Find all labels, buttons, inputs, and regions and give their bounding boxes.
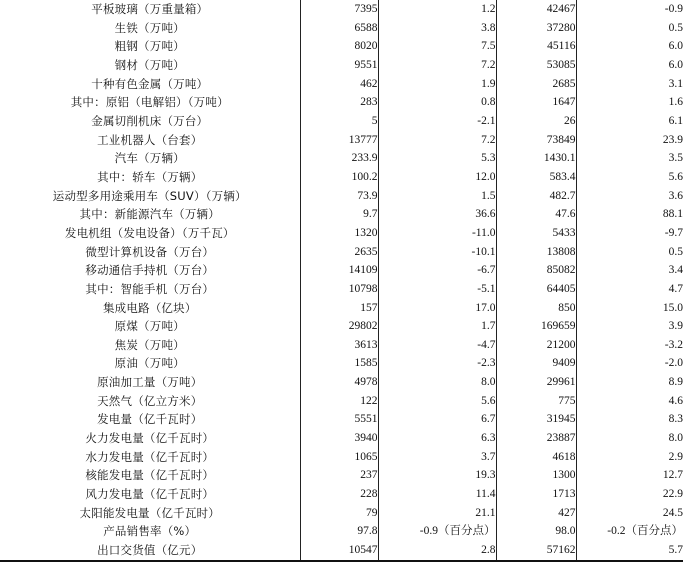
table-row [0, 336, 683, 355]
cumulative-growth: 6.1 [668, 114, 683, 127]
table-row [0, 205, 683, 224]
cumulative-output: 21200 [496, 336, 576, 355]
month-output: 283 [300, 93, 378, 112]
table-row [0, 392, 683, 411]
cumulative-output: 31945 [496, 410, 576, 429]
month-growth: -6.7 [378, 261, 496, 280]
table-row [0, 466, 683, 485]
month-output: 5551 [300, 410, 378, 429]
table-row [0, 504, 683, 523]
product-name: 出口交货值（亿元） [0, 541, 300, 561]
cumulative-growth: -9.7 [664, 226, 683, 239]
product-name: 风力发电量（亿千瓦时） [0, 485, 300, 504]
month-output: 237 [300, 466, 378, 485]
product-name: 运动型多用途乘用车（SUV）（万辆） [0, 187, 300, 206]
month-growth: 5.6 [378, 392, 496, 411]
month-growth: 21.1 [378, 504, 496, 523]
month-output: 97.8 [300, 522, 378, 541]
cumulative-output: 1713 [496, 485, 576, 504]
month-output: 6588 [300, 19, 378, 38]
month-output: 13777 [300, 131, 378, 150]
cumulative-output: 9409 [496, 354, 576, 373]
cumulative-output: 1300 [496, 466, 576, 485]
month-output: 1320 [300, 224, 378, 243]
product-name: 微型计算机设备（万台） [0, 243, 300, 262]
product-name: 发电机组（发电设备）（万千瓦） [0, 224, 300, 243]
cumulative-growth: 3.6 [668, 189, 683, 202]
month-growth: 36.6 [378, 205, 496, 224]
month-growth: -5.1 [378, 280, 496, 299]
table-row [0, 0, 683, 19]
month-output: 3613 [300, 336, 378, 355]
product-name: 核能发电量（亿千瓦时） [0, 466, 300, 485]
month-growth: 7.2 [378, 56, 496, 75]
cumulative-output: 47.6 [496, 205, 576, 224]
cumulative-output: 775 [496, 392, 576, 411]
cumulative-output: 482.7 [496, 187, 576, 206]
cumulative-growth: 1.6 [668, 96, 683, 109]
month-growth: 1.9 [378, 75, 496, 94]
product-name: 太阳能发电量（亿千瓦时） [0, 504, 300, 523]
product-name: 产品销售率（%） [0, 522, 300, 541]
month-output: 462 [300, 75, 378, 94]
cumulative-growth: 0.5 [668, 245, 683, 258]
month-growth: -11.0 [378, 224, 496, 243]
month-output: 1065 [300, 448, 378, 467]
product-name: 原油（万吨） [0, 354, 300, 373]
month-output: 8020 [300, 37, 378, 56]
product-name: 移动通信手持机（万台） [0, 261, 300, 280]
table-row [0, 37, 683, 56]
product-name: 水力发电量（亿千瓦时） [0, 448, 300, 467]
cumulative-output: 850 [496, 299, 576, 318]
month-growth: 5.3 [378, 149, 496, 168]
month-growth: 7.5 [378, 37, 496, 56]
table-row [0, 75, 683, 94]
cumulative-growth: 3.9 [668, 320, 683, 333]
month-growth: 2.8 [378, 541, 496, 561]
product-name: 汽车（万辆） [0, 149, 300, 168]
month-growth: 1.2 [378, 0, 496, 19]
product-name: 生铁（万吨） [0, 19, 300, 38]
product-name: 原油加工量（万吨） [0, 373, 300, 392]
product-name: 焦炭（万吨） [0, 336, 300, 355]
cumulative-output: 42467 [496, 0, 576, 19]
month-output: 9.7 [300, 205, 378, 224]
cumulative-growth: 88.1 [662, 208, 683, 221]
cumulative-growth: 3.5 [668, 152, 683, 165]
product-name: 钢材（万吨） [0, 56, 300, 75]
cumulative-output: 37280 [496, 19, 576, 38]
table-row [0, 448, 683, 467]
month-growth: -2.3 [378, 354, 496, 373]
cumulative-growth: 23.9 [662, 133, 683, 146]
cumulative-growth: 3.4 [668, 264, 683, 277]
cumulative-growth: 8.3 [668, 413, 683, 426]
cumulative-output: 583.4 [496, 168, 576, 187]
table-row [0, 317, 683, 336]
month-output: 3940 [300, 429, 378, 448]
table-row [0, 354, 683, 373]
cumulative-output: 2685 [496, 75, 576, 94]
month-growth: 7.2 [378, 131, 496, 150]
table-row [0, 224, 683, 243]
product-name: 原煤（万吨） [0, 317, 300, 336]
month-output: 10547 [300, 541, 378, 561]
cumulative-output: 73849 [496, 131, 576, 150]
month-output: 73.9 [300, 187, 378, 206]
table-row [0, 149, 683, 168]
table-row [0, 373, 683, 392]
month-growth: -4.7 [378, 336, 496, 355]
cumulative-output: 23887 [496, 429, 576, 448]
cumulative-output: 1647 [496, 93, 576, 112]
product-name: 其中：轿车（万辆） [0, 168, 300, 187]
month-growth: -10.1 [378, 243, 496, 262]
month-growth: 11.4 [378, 485, 496, 504]
cumulative-growth: 5.7 [576, 541, 683, 561]
month-output: 79 [300, 504, 378, 523]
month-output: 7395 [300, 0, 378, 19]
month-growth: 19.3 [378, 466, 496, 485]
cumulative-output: 169659 [496, 317, 576, 336]
product-name: 其中：原铝（电解铝）（万吨） [0, 93, 300, 112]
cumulative-growth: 3.1 [668, 77, 683, 90]
table-row [0, 187, 683, 206]
cumulative-growth: -3.2 [664, 338, 683, 351]
product-name: 其中：智能手机（万台） [0, 280, 300, 299]
month-growth: 1.5 [378, 187, 496, 206]
cumulative-growth: 2.9 [668, 450, 683, 463]
cumulative-growth: 0.5 [668, 21, 683, 34]
table-row [0, 112, 683, 131]
month-growth: -2.1 [378, 112, 496, 131]
month-output: 100.2 [300, 168, 378, 187]
cumulative-output: 4618 [496, 448, 576, 467]
product-name: 十种有色金属（万吨） [0, 75, 300, 94]
product-name: 天然气（亿立方米） [0, 392, 300, 411]
product-name: 集成电路（亿块） [0, 299, 300, 318]
cumulative-growth: -0.2（百分点） [607, 525, 683, 538]
cumulative-output: 13808 [496, 243, 576, 262]
month-output: 228 [300, 485, 378, 504]
table-row [0, 429, 683, 448]
cumulative-output: 29961 [496, 373, 576, 392]
table-row [0, 261, 683, 280]
month-growth: 17.0 [378, 299, 496, 318]
cumulative-growth: 5.6 [668, 170, 683, 183]
table-row [0, 280, 683, 299]
cumulative-output: 5433 [496, 224, 576, 243]
table-row [0, 19, 683, 38]
cumulative-growth: 8.0 [668, 432, 683, 445]
month-output: 4978 [300, 373, 378, 392]
cumulative-growth: 12.7 [662, 469, 683, 482]
month-output: 14109 [300, 261, 378, 280]
month-output: 233.9 [300, 149, 378, 168]
month-output: 5 [300, 112, 378, 131]
cumulative-output: 57162 [496, 541, 576, 561]
month-output: 157 [300, 299, 378, 318]
month-growth: 8.0 [378, 373, 496, 392]
month-output: 29802 [300, 317, 378, 336]
cumulative-output: 26 [496, 112, 576, 131]
product-name: 平板玻璃（万重量箱） [0, 0, 300, 19]
month-growth: -0.9（百分点） [378, 522, 496, 541]
month-output: 122 [300, 392, 378, 411]
month-output: 1585 [300, 354, 378, 373]
table-row [0, 168, 683, 187]
month-output: 10798 [300, 280, 378, 299]
month-output: 2635 [300, 243, 378, 262]
cumulative-output: 45116 [496, 37, 576, 56]
table-row [0, 541, 683, 561]
product-name: 发电量（亿千瓦时） [0, 410, 300, 429]
month-growth: 6.7 [378, 410, 496, 429]
table-row [0, 93, 683, 112]
product-name: 粗钢（万吨） [0, 37, 300, 56]
cumulative-output: 53085 [496, 56, 576, 75]
cumulative-growth: 8.9 [668, 376, 683, 389]
month-growth: 6.3 [378, 429, 496, 448]
cumulative-growth: 24.5 [662, 506, 683, 519]
cumulative-output: 98.0 [496, 522, 576, 541]
month-output: 9551 [300, 56, 378, 75]
cumulative-growth: 6.0 [668, 58, 683, 71]
table-row [0, 131, 683, 150]
table-row [0, 243, 683, 262]
table-row [0, 56, 683, 75]
cumulative-output: 1430.1 [496, 149, 576, 168]
cumulative-growth: 22.9 [662, 488, 683, 501]
cumulative-growth: -0.9 [664, 3, 683, 15]
cumulative-output: 64405 [496, 280, 576, 299]
cumulative-output: 427 [496, 504, 576, 523]
product-name: 火力发电量（亿千瓦时） [0, 429, 300, 448]
table-row [0, 299, 683, 318]
table-row [0, 485, 683, 504]
product-name: 工业机器人（台套） [0, 131, 300, 150]
cumulative-growth: 4.7 [668, 282, 683, 295]
month-growth: 0.8 [378, 93, 496, 112]
month-growth: 1.7 [378, 317, 496, 336]
product-name: 金属切削机床（万台） [0, 112, 300, 131]
cumulative-growth: 15.0 [662, 301, 683, 314]
table-row [0, 410, 683, 429]
month-growth: 3.7 [378, 448, 496, 467]
table-row [0, 522, 683, 541]
cumulative-growth: -2.0 [664, 357, 683, 370]
product-name: 其中：新能源汽车（万辆） [0, 205, 300, 224]
cumulative-growth: 4.6 [668, 394, 683, 407]
cumulative-output: 85082 [496, 261, 576, 280]
cumulative-growth: 6.0 [668, 40, 683, 53]
month-growth: 12.0 [378, 168, 496, 187]
month-growth: 3.8 [378, 19, 496, 38]
